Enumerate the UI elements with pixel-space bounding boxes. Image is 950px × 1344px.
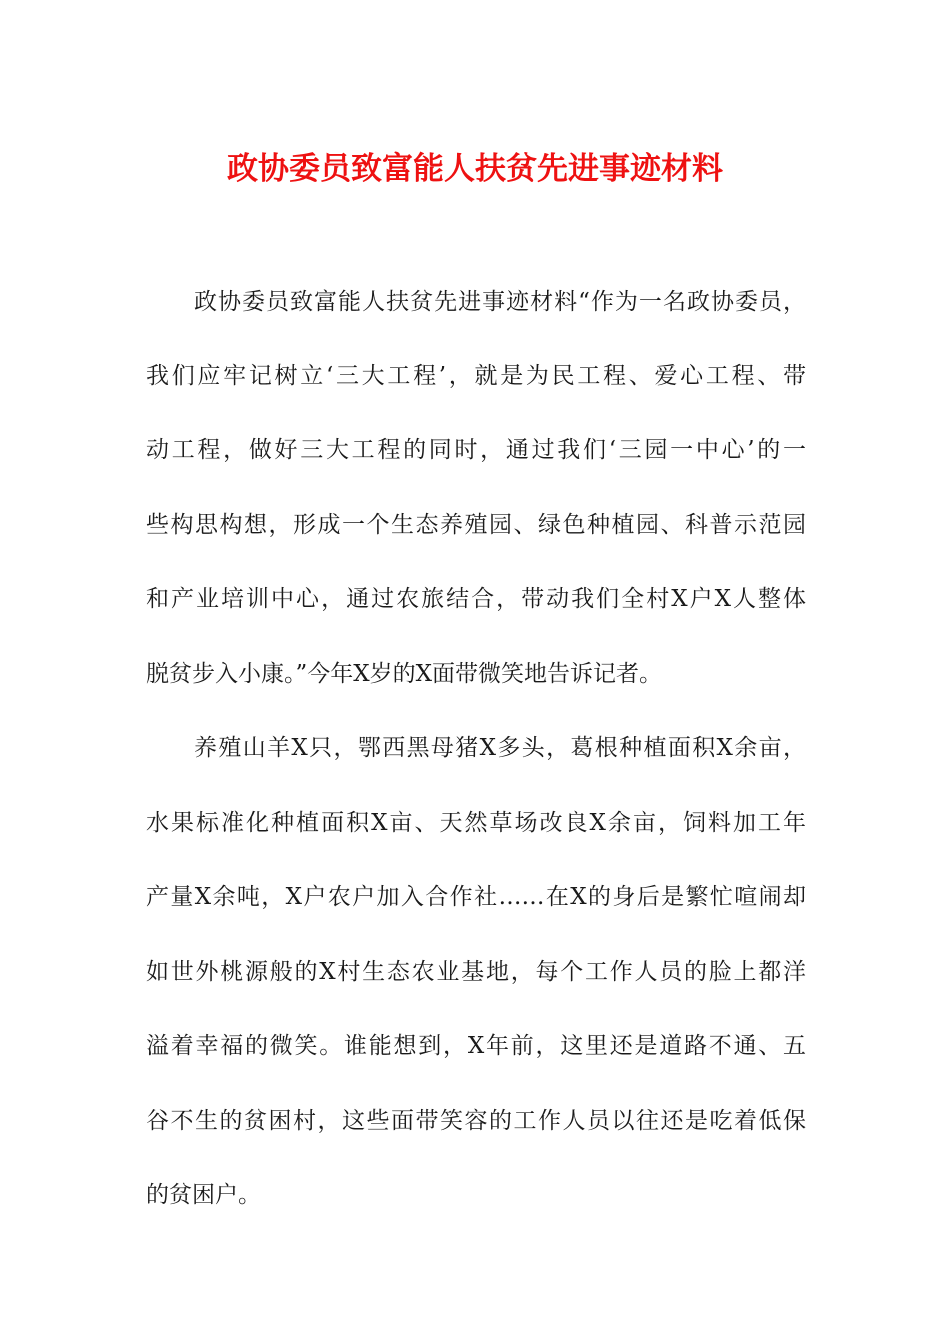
paragraph-1-line-2: 我们应牢记树立‘三大工程’，就是为民工程、爱心工程、带 [146,363,806,389]
paragraph-2-line-6: 谷不生的贫困村，这些面带笑容的工作人员以往还是吃着低保 [146,1108,806,1134]
document-title: 政协委员致富能人扶贫先进事迹材料 [227,151,723,187]
paragraph-2-line-3: 产量X余吨，X户农户加入合作社……在X的身后是繁忙喧闹却 [146,884,806,910]
paragraph-1-line-4: 些构思构想，形成一个生态养殖园、绿色种植园、科普示范园 [146,512,806,538]
paragraph-1-line-3: 动工程，做好三大工程的同时，通过我们‘三园一中心’的一 [146,437,806,463]
paragraph-2-line-1: 养殖山羊X只，鄂西黑母猪X多头，葛根种植面积X余亩， [194,735,806,761]
paragraph-1-line-1: 政协委员致富能人扶贫先进事迹材料“作为一名政协委员， [194,289,806,315]
paragraph-1-line-5: 和产业培训中心，通过农旅结合，带动我们全村X户X人整体 [146,586,806,612]
paragraph-2-line-2: 水果标准化种植面积X亩、天然草场改良X余亩，饲料加工年 [146,810,806,836]
paragraph-2-line-7: 的贫困户。 [146,1182,261,1208]
paragraph-2-line-5: 溢着幸福的微笑。谁能想到，X年前，这里还是道路不通、五 [146,1033,806,1059]
paragraph-2-line-4: 如世外桃源般的X村生态农业基地，每个工作人员的脸上都洋 [146,959,806,985]
paragraph-1-line-6: 脱贫步入小康。”今年X岁的X面带微笑地告诉记者。 [146,661,663,687]
